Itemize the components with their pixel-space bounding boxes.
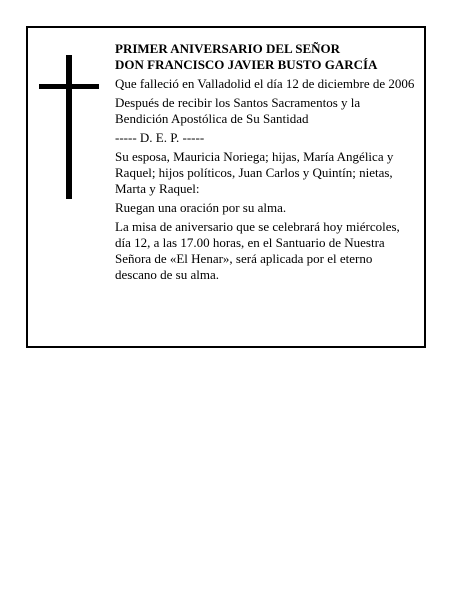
mass-paragraph: La misa de aniversario que se celebrará hoy miércoles, día 12, a las 17.00 horas, en el Santuario de Nuestra Señora de «El Henar», será aplicada por el eterno descano de su alma. [115, 219, 400, 282]
notice-title-line-2: DON FRANCISCO JAVIER BUSTO GARCÍA [115, 57, 378, 72]
cross-icon [39, 55, 99, 199]
prayer-request-paragraph: Ruegan una oración por su alma. [115, 200, 287, 215]
rip-line: ----- D. E. P. ----- [115, 130, 205, 145]
death-date-paragraph: Que falleció en Valladolid el día 12 de diciembre de 2006 [115, 76, 415, 91]
notice-title-line-1: PRIMER ANIVERSARIO DEL SEÑOR [115, 41, 341, 56]
sacraments-paragraph: Después de recibir los Santos Sacramentos y la Bendición Apostólica de Su Santidad [115, 95, 361, 126]
cross-horizontal-bar [39, 84, 99, 89]
family-paragraph: Su esposa, Mauricia Noriega; hijas, María Angélica y Raquel; hijos políticos, Juan Carlos y Quintín; nietas, Marta y Raquel: [115, 149, 394, 196]
cross-vertical-bar [66, 55, 72, 199]
obituary-notice [26, 26, 426, 348]
notice-text [115, 41, 415, 286]
